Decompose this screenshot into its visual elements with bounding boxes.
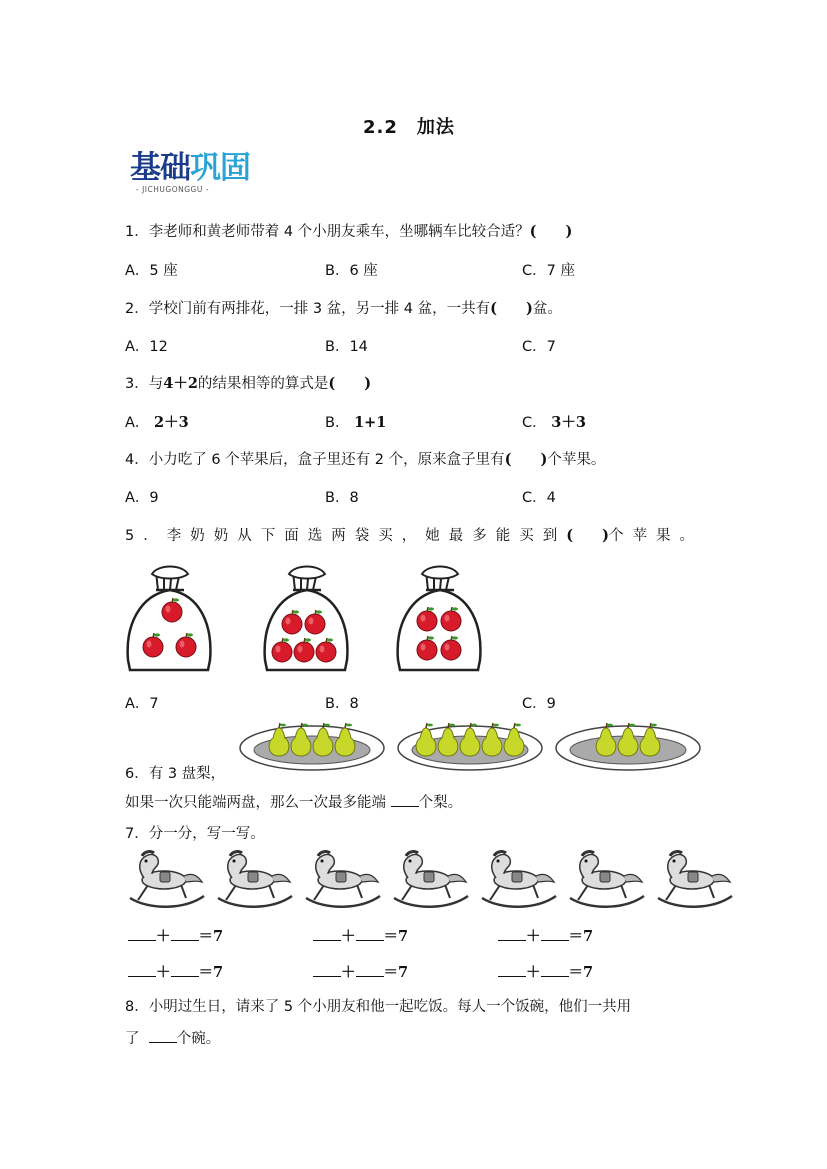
rocking-horse: [658, 852, 732, 907]
answer-blank[interactable]: [313, 939, 341, 941]
answer-blank[interactable]: [391, 805, 419, 807]
rocking-horse: [218, 852, 292, 907]
question-2: 2．学校门前有两排花，一排 3 盆，另一排 4 盆，一共有( )盆。: [125, 300, 562, 317]
option-a[interactable]: A．7: [125, 696, 159, 712]
page-title: 2.2 加法: [363, 117, 455, 138]
question-6: 6．有 3 盘梨，: [125, 766, 226, 782]
rocking-horses-illustration: [124, 850, 739, 910]
equation-4: ＋ ＝7: [128, 961, 223, 982]
pear-plates-illustration: [238, 718, 703, 778]
equation-2: ＋ ＝7: [313, 925, 408, 946]
question-6-line2: 如果一次只能端两盘，那么一次最多能端 个梨。: [125, 795, 463, 811]
plate-4-pears: [240, 723, 384, 770]
answer-blank[interactable]: [313, 975, 341, 977]
answer-blank[interactable]: [128, 939, 156, 941]
question-8: 8．小明过生日，请来了 5 个小朋友和他一起吃饭。每人一个饭碗，他们一共用: [125, 999, 632, 1015]
bag-5-apples: [265, 567, 348, 671]
option-b[interactable]: B． 1+1: [325, 414, 387, 431]
answer-paren[interactable]: ( ): [328, 375, 372, 392]
option-c[interactable]: C．7: [522, 339, 556, 355]
option-b[interactable]: B．8: [325, 490, 359, 506]
equation-1: ＋ ＝7: [128, 925, 223, 946]
plate-3-pears: [556, 723, 700, 770]
rocking-horse: [394, 852, 468, 907]
question-7: 7．分一分，写一写。: [125, 826, 265, 842]
answer-blank[interactable]: [498, 939, 526, 941]
option-c[interactable]: C．4: [522, 490, 556, 506]
logo-subtitle: - JICHUGONGGU -: [136, 185, 209, 194]
option-b[interactable]: B．8: [325, 696, 359, 712]
option-c[interactable]: C．7 座: [522, 263, 575, 279]
option-b[interactable]: B．6 座: [325, 263, 378, 279]
answer-blank[interactable]: [171, 939, 199, 941]
equation-6: ＋ ＝7: [498, 961, 593, 982]
rocking-horse: [306, 852, 380, 907]
question-1: 1．李老师和黄老师带着 4 个小朋友乘车，坐哪辆车比较合适？( ): [125, 223, 573, 240]
answer-blank[interactable]: [541, 975, 569, 977]
apple-bags-illustration: [120, 560, 520, 680]
answer-paren[interactable]: ( ): [490, 300, 533, 317]
rocking-horse: [482, 852, 556, 907]
answer-paren[interactable]: ( ): [566, 527, 609, 544]
option-a[interactable]: A． 2＋3: [125, 414, 189, 431]
answer-blank[interactable]: [128, 975, 156, 977]
answer-blank[interactable]: [498, 975, 526, 977]
option-a[interactable]: A．5 座: [125, 263, 178, 279]
option-a[interactable]: A．12: [125, 339, 168, 355]
bag-3-apples: [128, 567, 211, 671]
logo-text: 基础巩固: [130, 150, 250, 186]
section-logo: [130, 150, 275, 196]
rocking-horse: [570, 852, 644, 907]
bag-4-apples: [398, 567, 481, 671]
equation-3: ＋ ＝7: [498, 925, 593, 946]
option-c[interactable]: C． 3＋3: [522, 414, 586, 431]
option-a[interactable]: A．9: [125, 490, 159, 506]
question-3: 3．与4＋2的结果相等的算式是( ): [125, 375, 372, 392]
answer-paren[interactable]: ( ): [504, 451, 548, 468]
plate-5-pears: [398, 723, 542, 770]
answer-blank[interactable]: [356, 939, 384, 941]
answer-blank[interactable]: [356, 975, 384, 977]
option-c[interactable]: C．9: [522, 696, 556, 712]
question-8-line2: 了 个碗。: [125, 1031, 221, 1047]
answer-blank[interactable]: [171, 975, 199, 977]
answer-blank[interactable]: [541, 939, 569, 941]
answer-paren[interactable]: ( ): [529, 223, 573, 240]
question-4: 4．小力吃了 6 个苹果后，盒子里还有 2 个，原来盒子里有( )个苹果。: [125, 451, 606, 468]
option-b[interactable]: B．14: [325, 339, 368, 355]
answer-blank[interactable]: [149, 1041, 177, 1043]
equation-5: ＋ ＝7: [313, 961, 408, 982]
rocking-horse: [130, 852, 204, 907]
question-5: 5．李奶奶从下面选两袋买，她最多能买到( )个苹果。: [125, 527, 703, 544]
